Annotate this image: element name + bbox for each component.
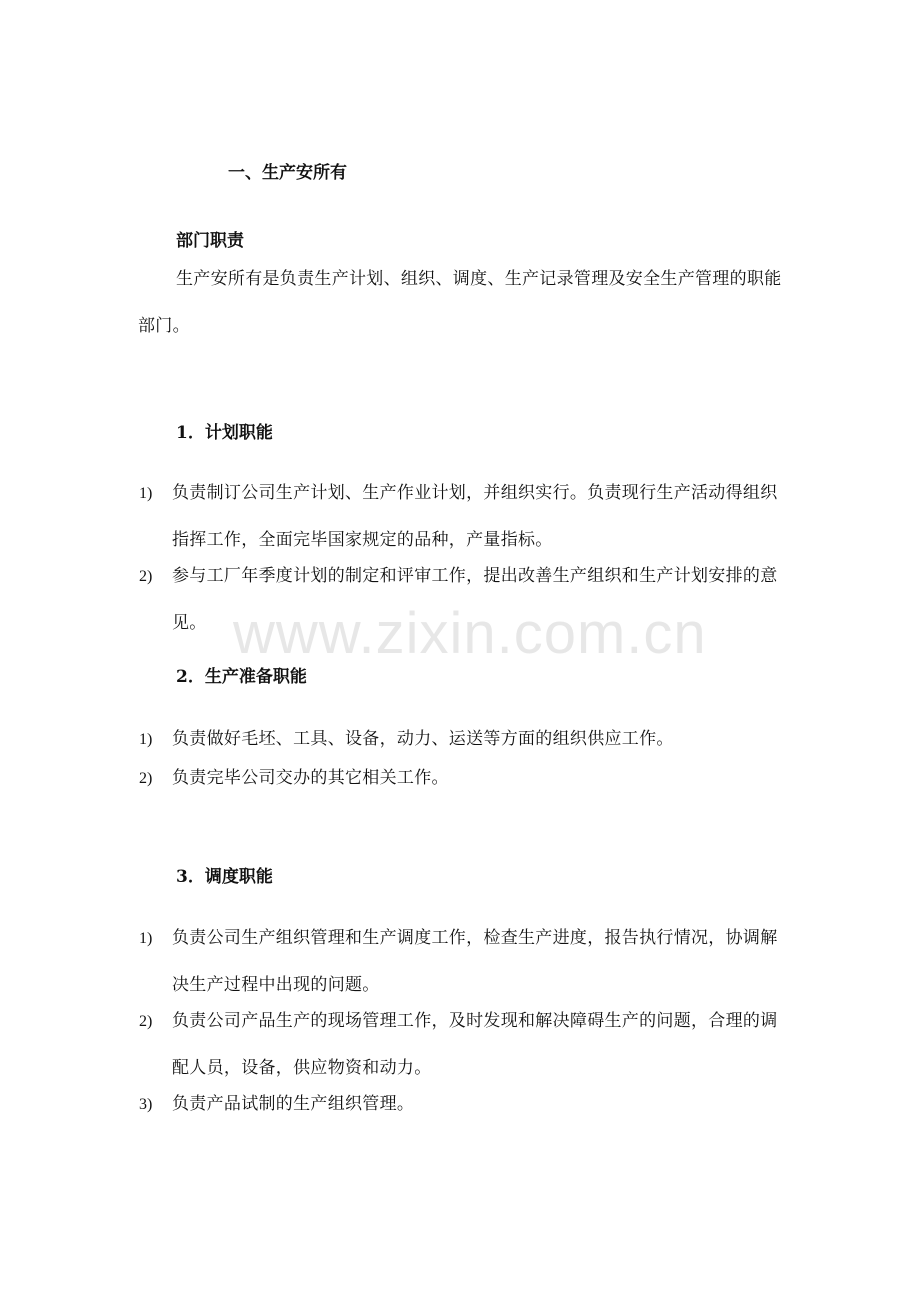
section-heading-plan: 1．计划职能 [176,423,273,443]
intro-paragraph: 生产安所有是负责生产计划、组织、调度、生产记录管理及安全生产管理的职能部门。 [138,269,782,336]
list-number: 3) [139,1096,153,1113]
dept-heading: 部门职责 [176,231,244,251]
watermark: www.zixin.com.cn [233,601,707,666]
list-number: 1) [139,485,153,502]
main-title: 一、生产安所有 [228,163,347,183]
list-item-text: 负责公司生产组织管理和生产调度工作，检查生产进度，报告执行情况，协调解决生产过程中出现的问题。 [172,928,778,995]
list-item-text: 负责产品试制的生产组织管理。 [172,1094,415,1114]
list-number: 2) [139,1013,153,1030]
list-item-text: 负责做好毛坯、工具、设备，动力、运送等方面的组织供应工作。 [172,729,674,749]
section-heading-prep: 2．生产准备职能 [176,667,307,687]
list-item-text: 负责制订公司生产计划、生产作业计划，并组织实行。负责现行生产活动得组织指挥工作，全面完毕国家规定的品种，产量指标。 [172,483,778,550]
list-item-text: 负责公司产品生产的现场管理工作，及时发现和解决障碍生产的问题，合理的调配人员，设备，供应物资和动力。 [172,1011,778,1078]
list-item-text: 负责完毕公司交办的其它相关工作。 [172,768,449,788]
list-number: 2) [139,568,153,585]
list-number: 1) [139,930,153,947]
list-number: 2) [139,770,153,787]
section-heading-dispatch: 3．调度职能 [176,867,273,887]
list-item-text: 参与工厂年季度计划的制定和评审工作，提出改善生产组织和生产计划安排的意见。 [172,566,778,633]
list-number: 1) [139,731,153,748]
